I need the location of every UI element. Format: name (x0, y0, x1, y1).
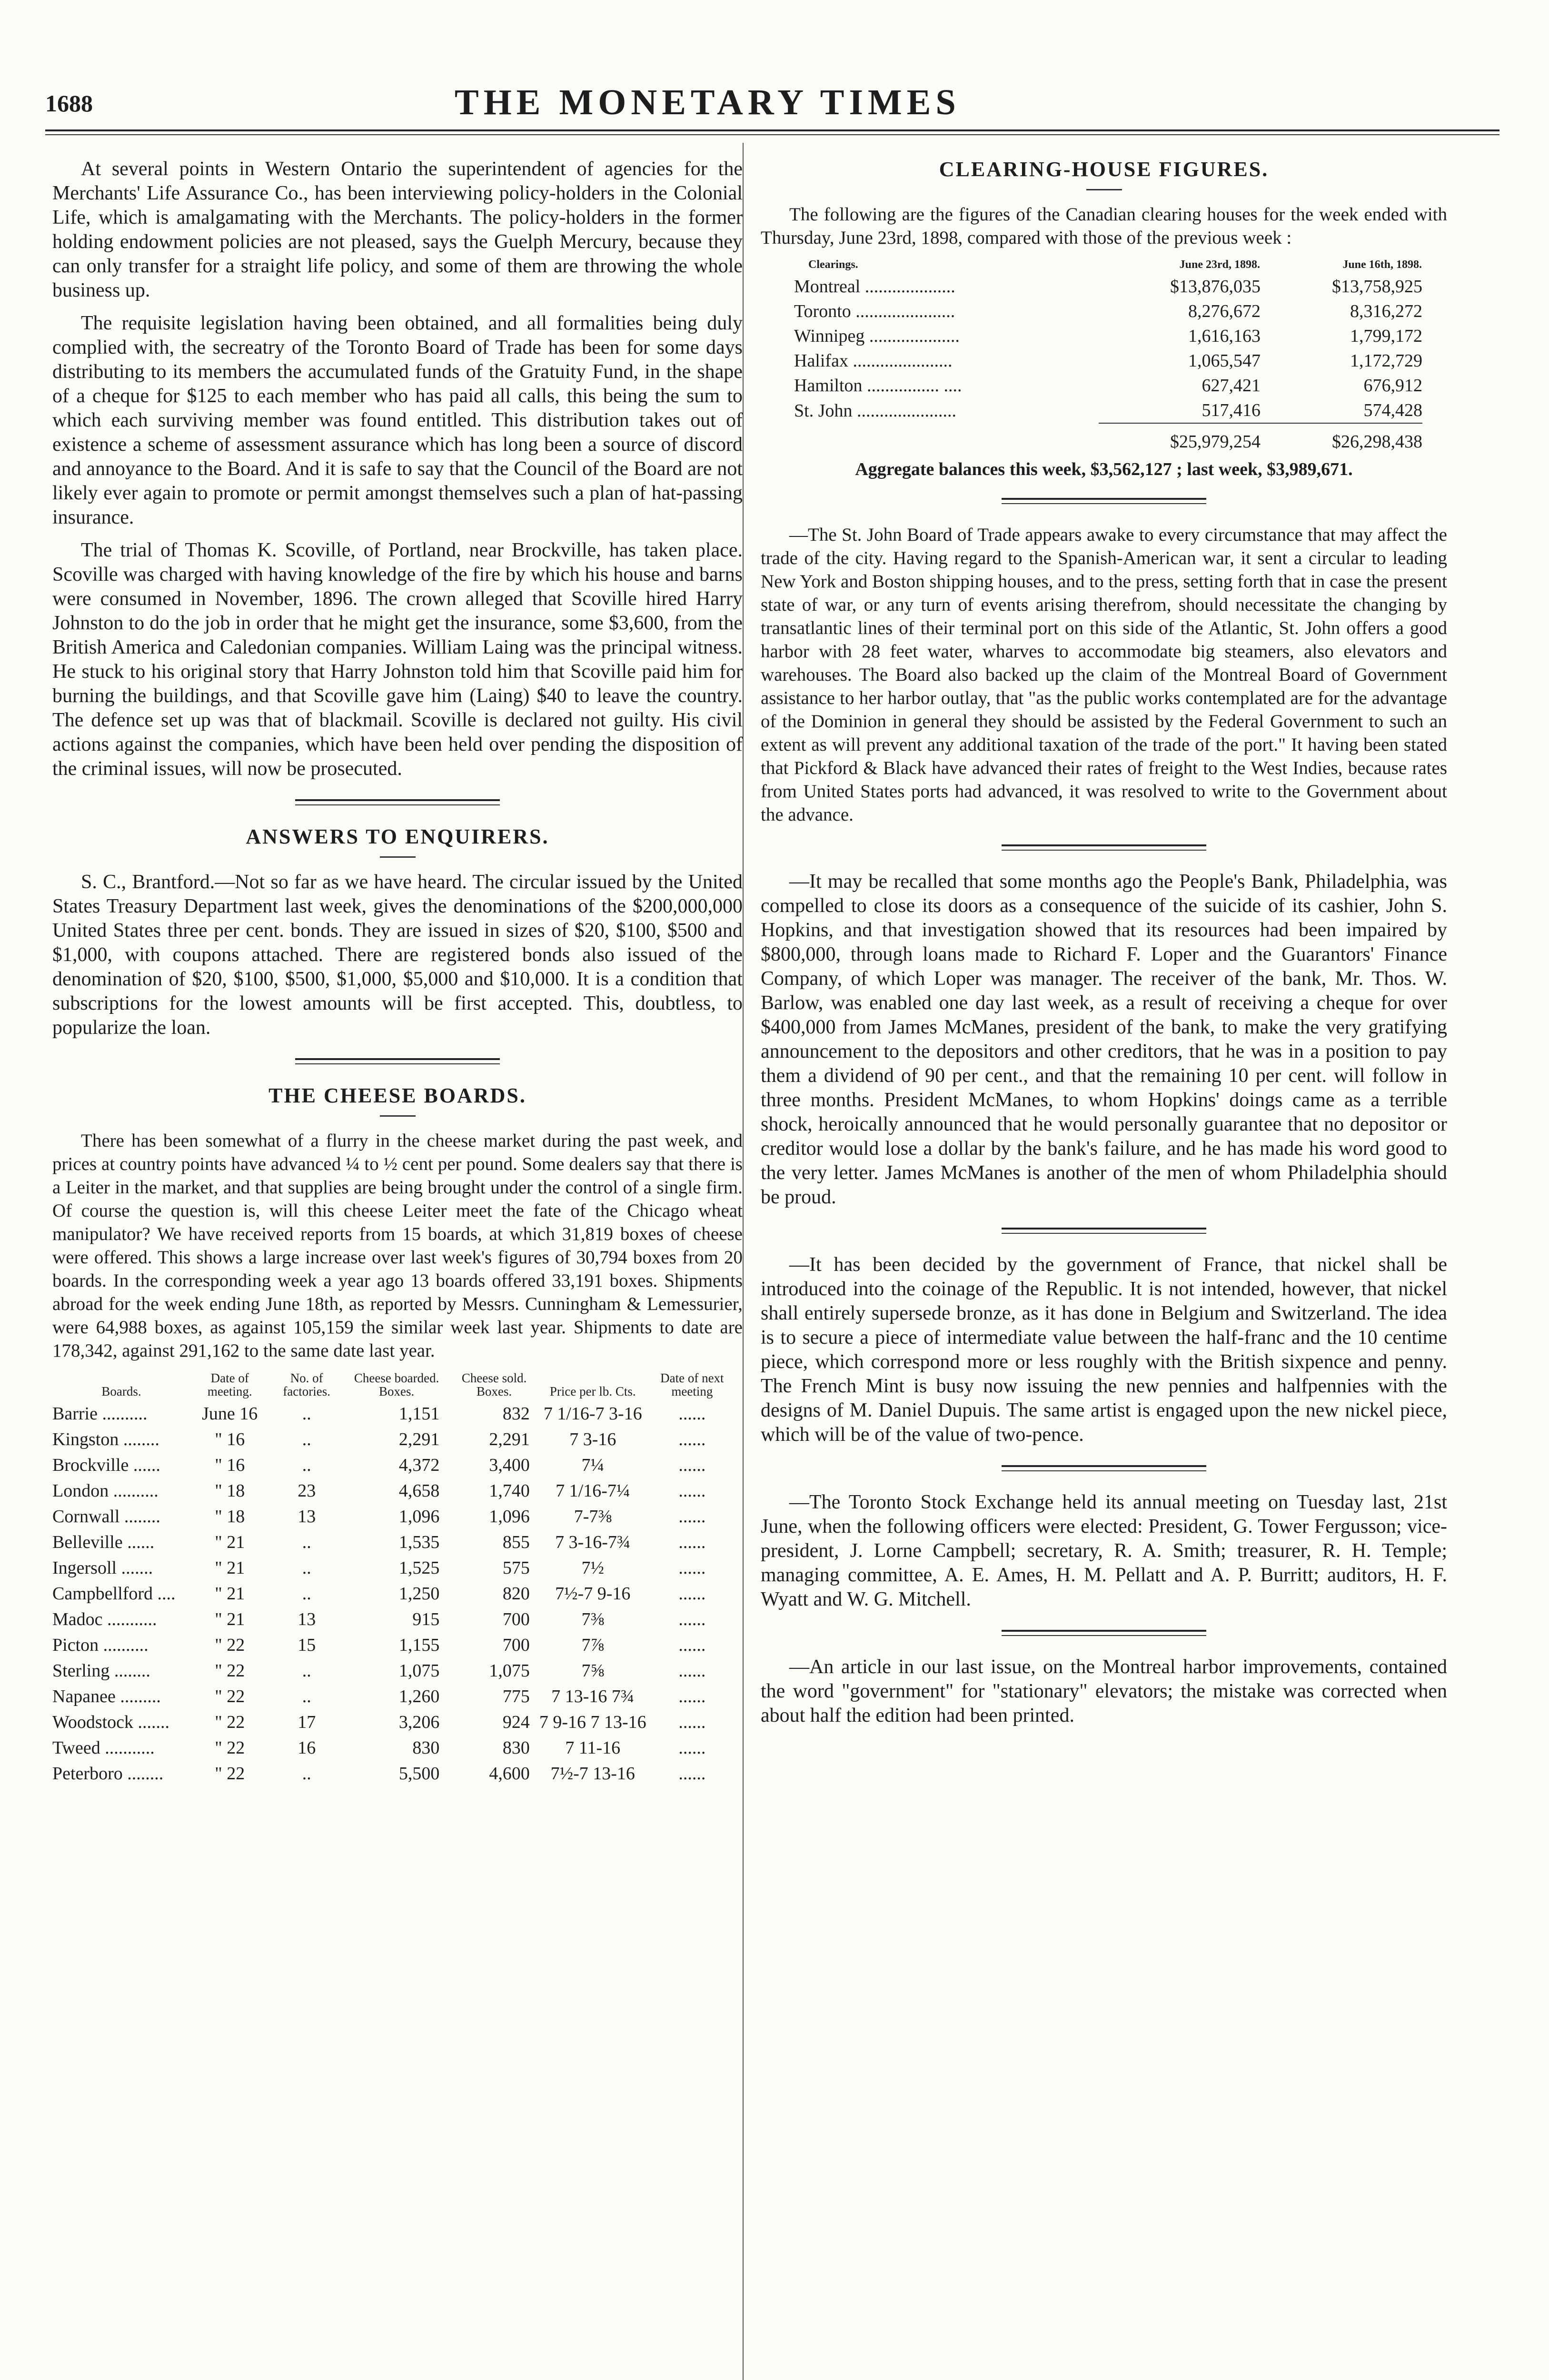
section-rule (1002, 1465, 1206, 1471)
table-cell: 1,799,172 (1350, 326, 1422, 346)
table-cell: " 16 (215, 1455, 245, 1475)
article-merchants-life: At several points in Western Ontario the superintendent of agencies for the Merchants' Life Assurance Co., has been interviewing policy-holders in the Colonial Life, which is amalgamating with the Merchants. The policy-holders in the former holding endowment policies are not pleased, says the Guelph Mercury, because they can only transfer for a straight life policy, and some of them are throwing the whole business up. (52, 158, 743, 301)
table-cell: 574,428 (1363, 400, 1422, 420)
table-cell: 7 9-16 7 13-16 (539, 1712, 646, 1732)
table-cell: 7½ (581, 1558, 605, 1578)
table-cell: ...... (678, 1661, 706, 1681)
clearing-table-body (794, 274, 1422, 423)
table-cell: .. (302, 1686, 311, 1706)
table-cell: 7 11-16 (565, 1738, 621, 1758)
table-cell: " 18 (215, 1507, 245, 1527)
table-row (52, 1735, 738, 1761)
table-cell: .. (302, 1404, 311, 1424)
table-cell: " 18 (215, 1481, 245, 1501)
table-cell: 7⅞ (581, 1635, 605, 1655)
table-cell: Winnipeg .................... (794, 326, 960, 346)
cheese-text: There has been somewhat of a flurry in the cheese market during the past week, and prices at country points have advanced ¼ to ½ cent per pound. Some dealers say that there is a Leiter in the market, and that supplies are being brought under the control of a single firm. Of course the question is, will this cheese Leiter meet the fate of the Chicago wheat manipulator? We have received reports from 15 boards, at which 31,819 boxes of cheese were offered. This shows a large increase over last week's figures of 30,794 boxes from 20 boards. In the corresponding week a year ago 13 boards offered 33,191 boxes. Shipments abroad for the week ending June 18th, as reported by Messrs. Cunningham & Lemessurier, were 64,988 boxes, as against 105,159 the similar week last year. Shipments to date are 178,342, against 291,162 to the same date last year. (52, 1130, 743, 1361)
table-cell: 8,316,272 (1350, 301, 1422, 321)
table-cell: ...... (678, 1609, 706, 1629)
table-row (794, 274, 1422, 299)
table-row (52, 1709, 738, 1735)
table-cell: ...... (678, 1481, 706, 1501)
table-cell: $13,758,925 (1332, 277, 1422, 297)
table-cell: 16 (298, 1738, 316, 1758)
table-cell: 4,600 (489, 1764, 530, 1784)
table-cell: 700 (502, 1609, 530, 1629)
table-cell: Tweed ........... (52, 1738, 155, 1758)
table-cell: " 22 (215, 1764, 245, 1784)
short-rule (380, 856, 416, 858)
table-cell: 7½-7 9-16 (555, 1584, 631, 1604)
table-row (52, 1658, 738, 1684)
table-cell: " 21 (215, 1609, 245, 1629)
table-cell: ...... (678, 1712, 706, 1732)
table-cell: .. (302, 1661, 311, 1681)
table-row (52, 1529, 738, 1555)
total-this-week: $25,979,254 (1099, 423, 1261, 454)
table-cell: 1,096 (489, 1507, 530, 1527)
table-cell: 1,740 (489, 1481, 530, 1501)
table-cell: 575 (502, 1558, 530, 1578)
table-cell: 1,075 (398, 1661, 440, 1681)
table-cell: 5,500 (398, 1764, 440, 1784)
col-header: Cheese sold. Boxes. (461, 1371, 527, 1398)
table-cell: 8,276,672 (1188, 301, 1261, 321)
col-header: Date of meeting. (207, 1371, 252, 1398)
table-cell: Cornwall ........ (52, 1507, 160, 1527)
page-header (0, 0, 1549, 143)
table-cell: ...... (678, 1635, 706, 1655)
table-cell: Belleville ...... (52, 1532, 155, 1552)
section-rule (295, 1058, 500, 1064)
article-correction: —An article in our last issue, on the Montreal harbor improvements, contained the word "government" for "stationary" elevators; the mistake was corrected when about half the edition had been printed. (761, 1656, 1447, 1726)
col-header: Cheese boarded. Boxes. (354, 1371, 439, 1398)
table-cell: Woodstock ....... (52, 1712, 170, 1732)
table-cell: 7 3-16 (569, 1429, 616, 1449)
table-row (52, 1478, 738, 1504)
header-rule (45, 129, 1499, 131)
table-cell: " 22 (215, 1738, 245, 1758)
table-row (52, 1504, 738, 1529)
section-rule (1002, 844, 1206, 851)
table-cell: 15 (298, 1635, 316, 1655)
table-cell: 830 (502, 1738, 530, 1758)
table-row (52, 1427, 738, 1452)
left-column (52, 157, 743, 1786)
table-cell: " 21 (215, 1584, 245, 1604)
table-cell: 17 (298, 1712, 316, 1732)
article-french-nickel: —It has been decided by the government of France, that nickel shall be introduced into the coinage of the Republic. It is not intended, however, that nickel shall entirely supersede bronze, as it has done in Belgium and Switzerland. The idea is to secure a piece of intermediate value between the half-franc and the 10 centime piece, which correspond more or less roughly with the British sixpence and penny. The French Mint is busy now issuing the new pennies and halfpennies with the designs of M. Daniel Dupuis. The same artist is engaged upon the new nickel piece, which will be of the value of two-pence. (761, 1254, 1447, 1446)
table-cell: 7⅝ (581, 1661, 605, 1681)
short-rule (1086, 189, 1122, 190)
table-cell: 1,250 (398, 1584, 440, 1604)
article-board-of-trade-gratuity: The requisite legislation having been obtained, and all formalities being duly complied with, the secreatry of the Toronto Board of Trade has been for some days distributing to its members the accumulated funds of the Gratuity Fund, in the shape of a cheque for $125 to each member who has paid all calls, this being the sum to which each surviving member was found entitled. This distribution takes out of existence a scheme of assessment assurance which has long been a source of discord and annoyance to the Board. And it is safe to say that the Council of the Board are not likely ever again to promote or permit amongst themselves such a plan of hat-passing insurance. (52, 312, 743, 528)
table-cell: 3,206 (398, 1712, 440, 1732)
table-cell: London .......... (52, 1481, 159, 1501)
table-cell: 1,151 (398, 1404, 440, 1424)
table-cell: ...... (678, 1532, 706, 1552)
table-row (52, 1581, 738, 1606)
table-row (52, 1606, 738, 1632)
table-cell: 13 (298, 1609, 316, 1629)
clearing-intro: The following are the figures of the Canadian clearing houses for the week ended with Thursday, June 23rd, 1898, compared with those of the previous week : (761, 204, 1447, 248)
right-column (761, 157, 1447, 1736)
table-row (794, 398, 1422, 423)
table-cell: " 22 (215, 1635, 245, 1655)
table-cell: ...... (678, 1429, 706, 1449)
table-cell: ...... (678, 1455, 706, 1475)
header-rule-thin (45, 134, 1499, 135)
table-cell: June 16 (202, 1404, 258, 1424)
table-cell: 2,291 (489, 1429, 530, 1449)
table-cell: Campbellford .... (52, 1584, 176, 1604)
table-cell: 820 (502, 1584, 530, 1604)
table-cell: Peterboro ........ (52, 1764, 164, 1784)
table-cell: " 22 (215, 1661, 245, 1681)
table-cell: Sterling ........ (52, 1661, 150, 1681)
table-cell: 2,291 (398, 1429, 440, 1449)
table-cell: 517,416 (1201, 400, 1261, 420)
article-st-john-board: —The St. John Board of Trade appears awake to every circumstance that may affect the trade of the city. Having regard to the Spanish-American war, it sent a circular to leading New York and Boston shipping houses, and to the press, setting forth that in case the present state of war, or any turn of events arising therefrom, should necessitate the changing by transatlantic lines of their terminal port on this side of the Atlantic, St. John offers a good harbor with 28 feet water, wharves to accommodate big steamers, also elevators and warehouses. The Board also backed up the claim of the Montreal Board of Government assistance to her harbor outlay, that "as the public works contemplated are for the advantage of the Dominion in general they should be assisted by the Federal Government to such an extent as will prevent any additional taxation of the trade of the port." It having been stated that Pickford & Black have advanced their rates of freight to the West Indies, because rates from United States ports had advanced, it was resolved to write to the Government about the advance. (761, 525, 1447, 825)
table-row (794, 324, 1422, 348)
article-peoples-bank: —It may be recalled that some months ago the People's Bank, Philadelphia, was compelled to close its doors as a consequence of the suicide of its cashier, John S. Hopkins, and that investigation showed that its resources had been impaired by $800,000, through loans made to Richard F. Loper and the Guarantors' Finance Company, of which Loper was manager. The receiver of the bank, Mr. Thos. W. Barlow, was enabled one day last week, as a result of receiving a cheque for over $400,000 from James McManes, president of the bank, to make the very gratifying announcement to the depositors and other creditors, that he was in a position to pay them a dividend of 90 per cent., and that the remaining 10 per cent. will follow in three months. President McManes, to whom Hopkins' doings came as a terrible shock, heroically announced that he would personally guarantee that no depositor or creditor would lose a dollar by the bank's failure, and he has made his word good to the very letter. James McManes is another of the men of whom Philadelphia should be proud. (761, 871, 1447, 1208)
table-cell: 3,400 (489, 1455, 530, 1475)
short-rule (380, 1115, 416, 1117)
table-cell: ...... (678, 1558, 706, 1578)
table-cell: 7 1/16-7 3-16 (543, 1404, 642, 1424)
table-cell: Montreal .................... (794, 277, 955, 297)
table-cell: Barrie .......... (52, 1404, 148, 1424)
table-cell: ...... (678, 1686, 706, 1706)
clearing-total-row (794, 423, 1422, 454)
table-cell: $13,876,035 (1170, 277, 1261, 297)
col-header: Date of next meeting (660, 1371, 724, 1398)
table-cell: .. (302, 1455, 311, 1475)
total-last-week: $26,298,438 (1261, 423, 1422, 454)
table-cell: ...... (678, 1764, 706, 1784)
table-row (52, 1452, 738, 1478)
article-stock-exchange: —The Toronto Stock Exchange held its annual meeting on Tuesday last, 21st June, when the following officers were elected: President, G. Tower Fergusson; vice-president, J. Lorne Campbell; secretary, R. A. Smith; treasurer, R. H. Temple; managing committee, A. E. Ames, H. M. Pellatt and A. P. Burritt; auditors, H. F. Wyatt and W. G. Mitchell. (761, 1491, 1447, 1610)
page-number: 1688 (45, 90, 93, 117)
section-rule (1002, 498, 1206, 504)
table-cell: Napanee ......... (52, 1686, 161, 1706)
table-row (794, 348, 1422, 373)
table-row (794, 373, 1422, 398)
aggregate-balances: Aggregate balances this week, $3,562,127 ; last week, $3,989,671. (855, 459, 1353, 479)
section-rule (295, 799, 500, 805)
table-cell: Halifax ...................... (794, 351, 953, 371)
table-cell: 855 (502, 1532, 530, 1552)
table-cell: 832 (502, 1404, 530, 1424)
table-cell: Kingston ........ (52, 1429, 159, 1449)
table-cell: 4,658 (398, 1481, 440, 1501)
table-cell: .. (302, 1764, 311, 1784)
table-cell: 1,172,729 (1350, 351, 1422, 371)
answers-text: S. C., Brantford.—Not so far as we have heard. The circular issued by the United States Treasury Department last week, gives the denominations of the $200,000,000 United States three per cent. bonds. They are issued in sizes of $20, $100, $500 and $1,000, with coupons attached. There are registered bonds also issued of the denomination of $20, $100, $500, $1,000, $5,000 and $10,000. It is a condition that subscriptions for the lowest amounts will be first accepted. This, doubtless, to popularize the loan. (52, 871, 743, 1039)
table-cell: 7⅜ (581, 1609, 605, 1629)
table-row (52, 1684, 738, 1709)
table-row (794, 299, 1422, 324)
table-cell: 7 13-16 7¾ (551, 1686, 635, 1706)
table-cell: Ingersoll ....... (52, 1558, 153, 1578)
table-cell: Madoc ........... (52, 1609, 157, 1629)
table-cell: 830 (412, 1738, 440, 1758)
table-cell: 7 1/16-7¼ (556, 1481, 630, 1501)
table-cell: " 22 (215, 1712, 245, 1732)
cheese-heading: THE CHEESE BOARDS. (268, 1084, 526, 1107)
answers-heading: ANSWERS TO ENQUIRERS. (246, 825, 549, 848)
clearing-table (794, 258, 1422, 454)
table-cell: 1,065,547 (1188, 351, 1261, 371)
table-row (52, 1555, 738, 1581)
table-cell: ...... (678, 1507, 706, 1527)
table-cell: " 22 (215, 1686, 245, 1706)
table-cell: 4,372 (398, 1455, 440, 1475)
article-scoville-trial: The trial of Thomas K. Scoville, of Portland, near Brockville, has taken place. Scoville was charged with having knowledge of the fire by which his house and barns were consumed in November, 1896. The crown alleged that Scoville hired Harry Johnston to do the job in order that he might get the insurance, some $3,600, from the British America and Caledonian companies. William Laing was the principal witness. He stuck to his original story that Harry Johnston told him that Scoville paid him for burning the buildings, and that Scoville gave him (Laing) $40 to leave the country. The defence set up was that of blackmail. Scoville is declared not guilty. His civil actions against the companies, which have been held over pending the disposition of the criminal issues, will now be prosecuted. (52, 539, 743, 780)
section-rule (1002, 1630, 1206, 1636)
table-cell: " 21 (215, 1532, 245, 1552)
table-cell: " 21 (215, 1558, 245, 1578)
section-rule (1002, 1228, 1206, 1234)
cheese-boards-table (52, 1371, 738, 1786)
table-cell: 1,535 (398, 1532, 440, 1552)
col-header: Clearings. (808, 258, 858, 271)
table-row (52, 1632, 738, 1658)
clearing-heading: CLEARING-HOUSE FIGURES. (939, 158, 1269, 181)
table-cell: Brockville ...... (52, 1455, 160, 1475)
table-cell: 1,260 (398, 1686, 440, 1706)
table-cell: 7 3-16-7¾ (555, 1532, 631, 1552)
table-cell: 1,616,163 (1188, 326, 1261, 346)
table-cell: 1,525 (398, 1558, 440, 1578)
masthead-title: THE MONETARY TIMES (455, 82, 961, 122)
table-row (52, 1761, 738, 1786)
table-cell: Toronto ...................... (794, 301, 955, 321)
table-cell: 23 (298, 1481, 316, 1501)
table-cell: 7-7⅜ (574, 1507, 612, 1527)
table-cell: .. (302, 1558, 311, 1578)
table-row (52, 1401, 738, 1427)
table-cell: Hamilton ................ .... (794, 376, 962, 396)
table-cell: .. (302, 1532, 311, 1552)
table-cell: St. John ...................... (794, 400, 956, 421)
table-cell: 7¼ (581, 1455, 605, 1475)
table-cell: ...... (678, 1404, 706, 1424)
table-cell: 1,075 (489, 1661, 530, 1681)
table-cell: 700 (502, 1635, 530, 1655)
table-cell: ...... (678, 1584, 706, 1604)
col-header: June 16th, 1898. (1342, 258, 1422, 271)
cheese-table-body (52, 1401, 738, 1786)
table-cell: " 16 (215, 1429, 245, 1449)
table-cell: Picton .......... (52, 1635, 149, 1655)
table-cell: .. (302, 1429, 311, 1449)
col-header: June 23rd, 1898. (1179, 258, 1260, 271)
table-cell: 676,912 (1363, 376, 1422, 396)
table-cell: 7½-7 13-16 (550, 1764, 635, 1784)
table-cell: .. (302, 1584, 311, 1604)
table-cell: 915 (412, 1609, 440, 1629)
table-cell: 1,155 (398, 1635, 440, 1655)
table-cell: ...... (678, 1738, 706, 1758)
col-header: No. of factories. (283, 1371, 331, 1398)
col-header: Price per lb. Cts. (549, 1384, 636, 1398)
table-cell: 627,421 (1201, 376, 1261, 396)
column-divider (743, 143, 744, 2380)
col-header: Boards. (101, 1384, 141, 1398)
table-cell: 13 (298, 1507, 316, 1527)
table-cell: 775 (502, 1686, 530, 1706)
table-cell: 1,096 (398, 1507, 440, 1527)
table-cell: 924 (502, 1712, 530, 1732)
